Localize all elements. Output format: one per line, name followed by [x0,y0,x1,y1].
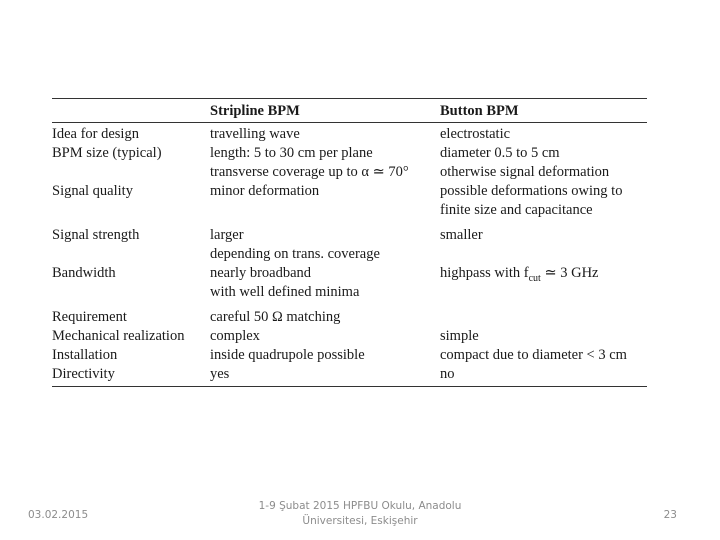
stripline-cell: inside quadrupole possible [210,347,365,363]
button-cell: electrostatic [440,126,511,142]
header-button: Button BPM [440,103,519,119]
button-cell: no [440,366,455,382]
footer-event-line2: Üniversitesi, Eskişehir [302,515,418,527]
row-label: Installation [52,347,118,363]
row-label: Idea for design [52,126,139,142]
stripline-cell: minor deformation [210,183,320,199]
header-stripline: Stripline BPM [210,103,300,119]
button-cell: simple [440,328,479,344]
footer-event [240,499,480,529]
button-cell: highpass with $f_{cut}$ ≃ 3 GHz [440,265,599,284]
button-cell: compact due to diameter < 3 cm [440,347,627,363]
stripline-cell: travelling wave [210,126,300,142]
stripline-cell: larger depending on trans. coverage [210,227,380,262]
page-number: 23 [663,509,677,521]
stripline-cell: length: 5 to 30 cm per plane transverse coverage up to α ≃ 70° [210,145,409,180]
button-cell: smaller [440,227,483,243]
row-label: Directivity [52,366,115,382]
footer-date: 03.02.2015 [28,509,89,521]
button-cell: possible deformations owing to finite size and capacitance [440,183,623,218]
row-label: BPM size (typical) [52,145,162,161]
row-label: Bandwidth [52,265,116,281]
row-label: Signal quality [52,183,133,199]
row-label: Mechanical realization [52,328,185,344]
row-label: Requirement [52,309,127,325]
stripline-cell: careful 50 Ω matching [210,309,341,325]
stripline-cell: nearly broadband with well defined minima [210,265,360,300]
button-cell: diameter 0.5 to 5 cm otherwise signal deformation [440,145,610,180]
stripline-cell: complex [210,328,260,344]
stripline-cell: yes [210,366,230,382]
row-label: Signal strength [52,227,140,243]
footer-event-line1: 1-9 Şubat 2015 HPFBU Okulu, Anadolu [258,500,462,512]
